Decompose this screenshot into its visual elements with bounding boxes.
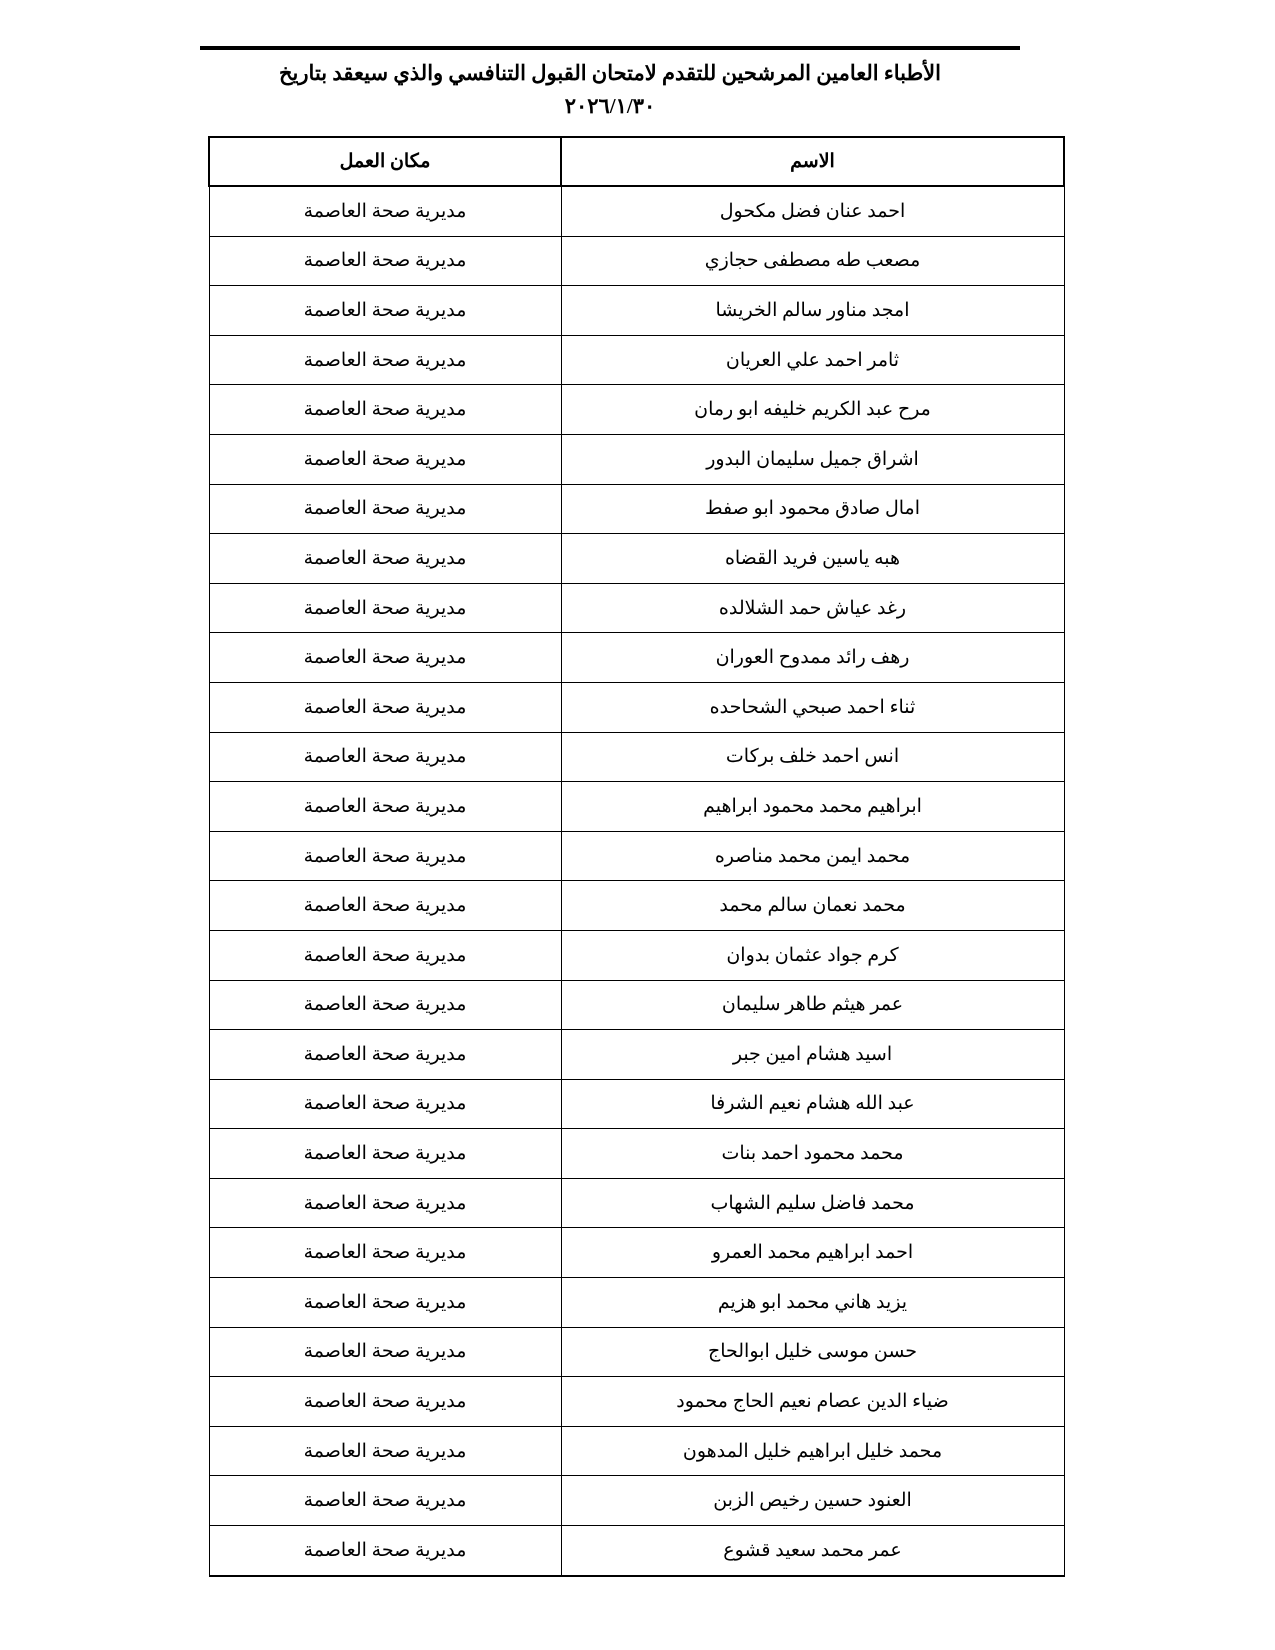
column-header-name: الاسم xyxy=(561,137,1064,186)
table-row xyxy=(209,633,1064,683)
cell-workplace: مديرية صحة العاصمة xyxy=(209,236,561,286)
table-row xyxy=(209,484,1064,534)
document-title-line: الأطباء العامين المرشحين للتقدم لامتحان القبول التنافسي والذي سيعقد بتاريخ xyxy=(279,61,941,85)
table-row xyxy=(209,534,1064,584)
table-row xyxy=(209,236,1064,286)
table-row xyxy=(209,732,1064,782)
cell-name: محمد فاضل سليم الشهاب xyxy=(561,1178,1064,1228)
cell-name: عمر هيثم طاهر سليمان xyxy=(561,980,1064,1030)
document-title-date: ٢٠٢٦/١/٣٠ xyxy=(564,94,656,118)
cell-workplace: مديرية صحة العاصمة xyxy=(209,1377,561,1427)
table-row xyxy=(209,1426,1064,1476)
cell-name: عمر محمد سعيد قشوع xyxy=(561,1526,1064,1576)
table-row xyxy=(209,1228,1064,1278)
table-row xyxy=(209,1476,1064,1526)
table-row xyxy=(209,1079,1064,1129)
cell-workplace: مديرية صحة العاصمة xyxy=(209,980,561,1030)
cell-workplace: مديرية صحة العاصمة xyxy=(209,534,561,584)
cell-workplace: مديرية صحة العاصمة xyxy=(209,1476,561,1526)
cell-name: كرم جواد عثمان بدوان xyxy=(561,930,1064,980)
cell-name: احمد ابراهيم محمد العمرو xyxy=(561,1228,1064,1278)
cell-name: عبد الله هشام نعيم الشرفا xyxy=(561,1079,1064,1129)
table-row xyxy=(209,930,1064,980)
cell-workplace: مديرية صحة العاصمة xyxy=(209,1079,561,1129)
cell-workplace: مديرية صحة العاصمة xyxy=(209,881,561,931)
cell-name: محمد محمود احمد بنات xyxy=(561,1129,1064,1179)
cell-workplace: مديرية صحة العاصمة xyxy=(209,1278,561,1328)
table-row xyxy=(209,831,1064,881)
roster-table xyxy=(208,136,1065,1577)
cell-name: يزيد هاني محمد ابو هزيم xyxy=(561,1278,1064,1328)
table-header-row xyxy=(209,137,1064,186)
table-row xyxy=(209,1526,1064,1576)
cell-name: رغد عياش حمد الشلالده xyxy=(561,583,1064,633)
cell-name: ثامر احمد علي العريان xyxy=(561,335,1064,385)
cell-name: ضياء الدين عصام نعيم الحاج محمود xyxy=(561,1377,1064,1427)
cell-name: اشراق جميل سليمان البدور xyxy=(561,434,1064,484)
cell-name: مرح عبد الكريم خليفه ابو رمان xyxy=(561,385,1064,435)
cell-workplace: مديرية صحة العاصمة xyxy=(209,682,561,732)
cell-workplace: مديرية صحة العاصمة xyxy=(209,1426,561,1476)
cell-name: محمد ايمن محمد مناصره xyxy=(561,831,1064,881)
cell-name: العنود حسين رخيص الزبن xyxy=(561,1476,1064,1526)
table-header xyxy=(209,137,1064,186)
table-row xyxy=(209,335,1064,385)
cell-workplace: مديرية صحة العاصمة xyxy=(209,1030,561,1080)
table-row xyxy=(209,434,1064,484)
table-row xyxy=(209,286,1064,336)
cell-name: مصعب طه مصطفى حجازي xyxy=(561,236,1064,286)
cell-name: محمد خليل ابراهيم خليل المدهون xyxy=(561,1426,1064,1476)
cell-name: اسيد هشام امين جبر xyxy=(561,1030,1064,1080)
cell-workplace: مديرية صحة العاصمة xyxy=(209,732,561,782)
table-body xyxy=(209,186,1064,1576)
roster-table-container xyxy=(210,136,1065,1577)
cell-workplace: مديرية صحة العاصمة xyxy=(209,633,561,683)
cell-workplace: مديرية صحة العاصمة xyxy=(209,1228,561,1278)
table-row xyxy=(209,1377,1064,1427)
table-row xyxy=(209,782,1064,832)
cell-workplace: مديرية صحة العاصمة xyxy=(209,1327,561,1377)
cell-workplace: مديرية صحة العاصمة xyxy=(209,186,561,236)
table-row xyxy=(209,682,1064,732)
table-row xyxy=(209,385,1064,435)
table-row xyxy=(209,1129,1064,1179)
cell-workplace: مديرية صحة العاصمة xyxy=(209,286,561,336)
table-row xyxy=(209,980,1064,1030)
cell-name: حسن موسى خليل ابوالحاج xyxy=(561,1327,1064,1377)
column-header-workplace: مكان العمل xyxy=(209,137,561,186)
cell-workplace: مديرية صحة العاصمة xyxy=(209,1526,561,1576)
cell-name: هبه ياسين فريد القضاه xyxy=(561,534,1064,584)
cell-name: احمد عنان فضل مكحول xyxy=(561,186,1064,236)
cell-workplace: مديرية صحة العاصمة xyxy=(209,335,561,385)
table-row xyxy=(209,583,1064,633)
table-row xyxy=(209,1327,1064,1377)
table-row xyxy=(209,881,1064,931)
cell-name: انس احمد خلف بركات xyxy=(561,732,1064,782)
cell-name: امال صادق محمود ابو صفط xyxy=(561,484,1064,534)
cell-workplace: مديرية صحة العاصمة xyxy=(209,831,561,881)
cell-workplace: مديرية صحة العاصمة xyxy=(209,1129,561,1179)
cell-name: محمد نعمان سالم محمد xyxy=(561,881,1064,931)
cell-name: امجد مناور سالم الخريشا xyxy=(561,286,1064,336)
table-row xyxy=(209,1030,1064,1080)
table-row xyxy=(209,1278,1064,1328)
cell-workplace: مديرية صحة العاصمة xyxy=(209,434,561,484)
cell-workplace: مديرية صحة العاصمة xyxy=(209,484,561,534)
table-row xyxy=(209,1178,1064,1228)
cell-name: ثناء احمد صبحي الشحاحده xyxy=(561,682,1064,732)
table-row xyxy=(209,186,1064,236)
cell-workplace: مديرية صحة العاصمة xyxy=(209,930,561,980)
document-title-block xyxy=(200,56,1020,122)
cell-name: رهف رائد ممدوح العوران xyxy=(561,633,1064,683)
cell-workplace: مديرية صحة العاصمة xyxy=(209,385,561,435)
cell-workplace: مديرية صحة العاصمة xyxy=(209,583,561,633)
cell-name: ابراهيم محمد محمود ابراهيم xyxy=(561,782,1064,832)
cell-workplace: مديرية صحة العاصمة xyxy=(209,1178,561,1228)
header-divider-rule xyxy=(200,46,1020,50)
cell-workplace: مديرية صحة العاصمة xyxy=(209,782,561,832)
